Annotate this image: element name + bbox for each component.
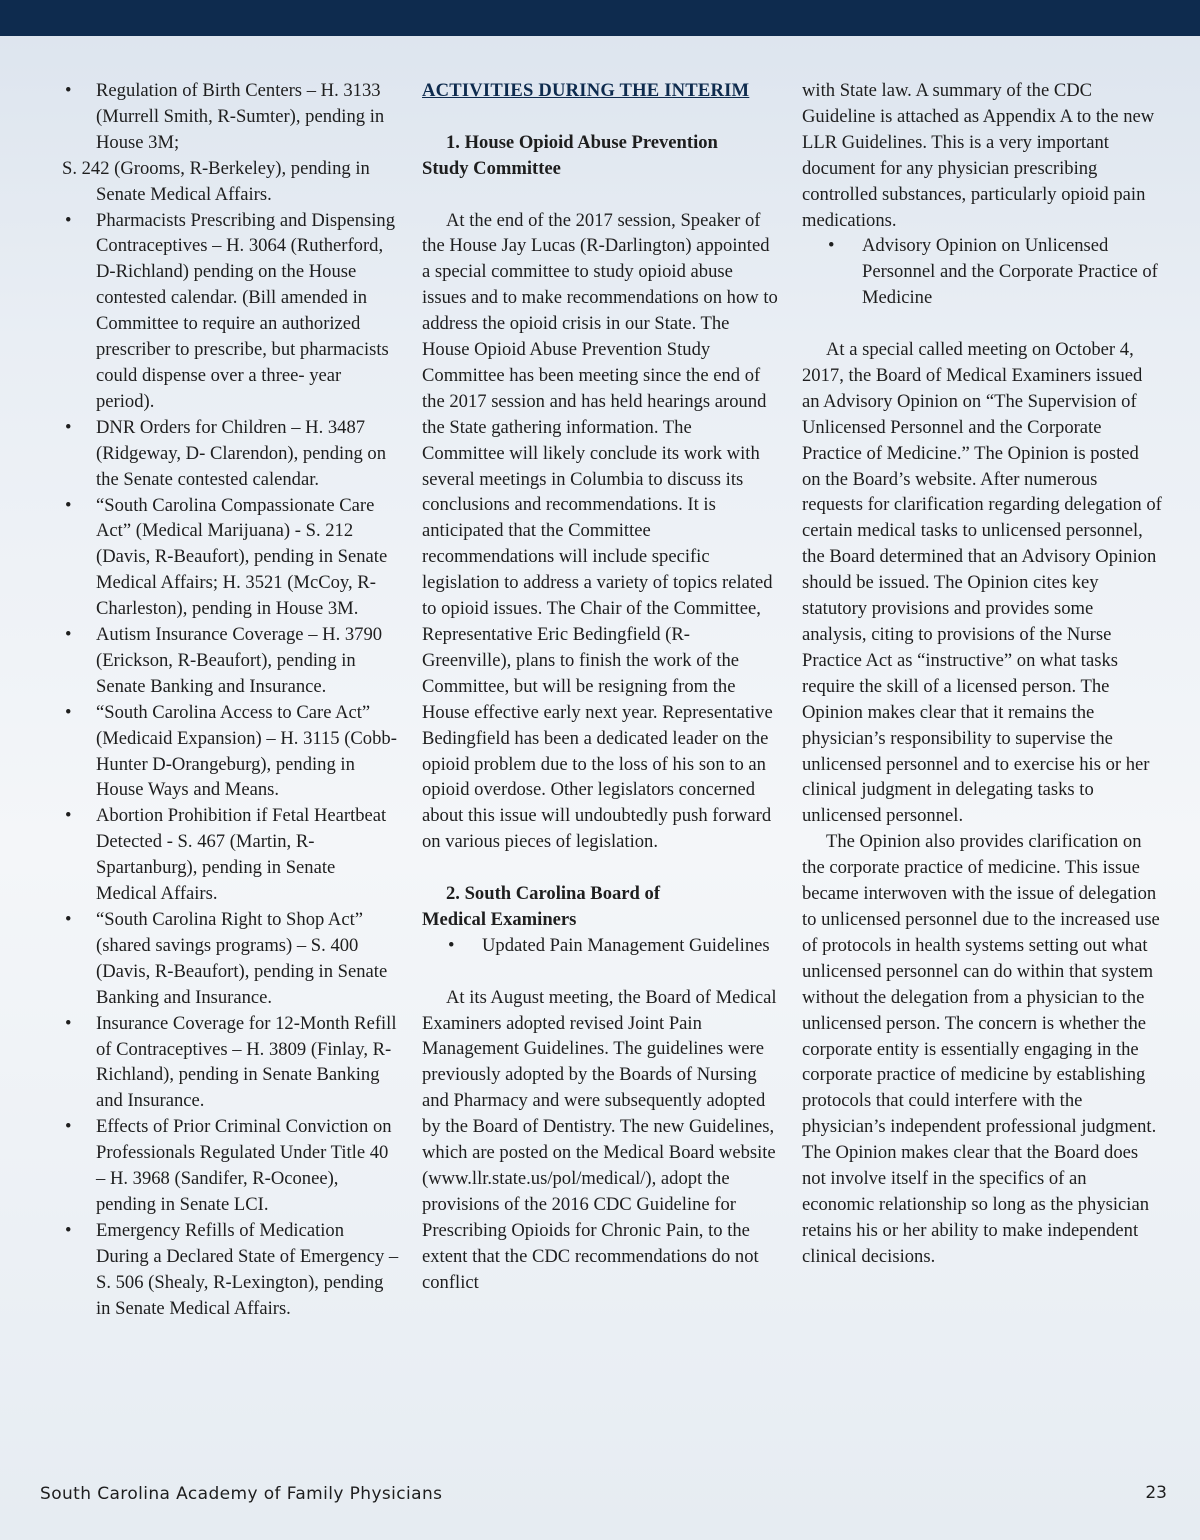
footer-publication: South Carolina Academy of Family Physicians <box>40 1484 443 1504</box>
left-column <box>62 78 400 1322</box>
sub-bullet-item: • Advisory Opinion on Unlicensed Personnel and the Corporate Practice of Medicine <box>802 233 1162 311</box>
list-item: • Insurance Coverage for 12-Month Refill of Contraceptives – H. 3809 (Finlay, R-Richland), pending in Senate Banking and Insurance. <box>62 1011 400 1115</box>
list-item: • Abortion Prohibition if Fetal Heartbeat Detected - S. 467 (Martin, R-Spartanburg), pending in Senate Medical Affairs. <box>62 803 400 907</box>
list-item: • Emergency Refills of Medication During a Declared State of Emergency – S. 506 (Shealy, R-Lexington), pending in Senate Medical Affairs. <box>62 1218 400 1322</box>
body-paragraph: At a special called meeting on October 4, 2017, the Board of Medical Examiners issued an Advisory Opinion on “The Supervision of Unlicensed Personnel and the Corporate Practice of Medicine.” The Opinion is posted on the Board’s website. After numerous requests for clarification regarding delegation of certain medical tasks to unlicensed personnel, the Board determined that an Advisory Opinion should be issued. The Opinion cites key statutory provisions and provides some analysis, citing to provisions of the Nurse Practice Act as “instructive” on what tasks require the skill of a licensed person. The Opinion makes clear that it remains the physician’s responsibility to supervise the unlicensed personnel and to exercise his or her clinical judgment in delegating tasks to unlicensed personnel. <box>802 339 1162 827</box>
subsection-title-2-line1: 2. South Carolina Board of <box>446 883 661 905</box>
middle-column <box>422 78 778 1296</box>
right-column <box>802 78 1162 1270</box>
body-paragraph: At its August meeting, the Board of Medical Examiners adopted revised Joint Pain Management Guidelines. The guidelines were previously adopted by the Boards of Nursing and Pharmacy and were subsequently adopted by the Board of Dentistry. The new Guidelines, which are posted on the Medical Board website (www.llr.state.us/pol/medical/), adopt the provisions of the 2016 CDC Guideline for Prescribing Opioids for Chronic Pain, to the extent that the CDC recommendations do not conflict <box>422 986 777 1293</box>
list-item-continuation: S. 242 (Grooms, R-Berkeley), pending in Senate Medical Affairs. <box>62 157 370 205</box>
section-heading: ACTIVITIES DURING THE INTERIM <box>422 80 750 101</box>
page-number: 23 <box>1145 1483 1167 1503</box>
list-item: • DNR Orders for Children – H. 3487 (Ridgeway, D- Clarendon), pending on the Senate contested calendar. <box>62 415 400 493</box>
sub-bullet-item: • Updated Pain Management Guidelines <box>422 933 778 959</box>
list-item: • “South Carolina Right to Shop Act” (shared savings programs) – S. 400 (Davis, R-Beaufort), pending in Senate Banking and Insurance. <box>62 907 400 1011</box>
body-paragraph-continuation: with State law. A summary of the CDC Guideline is attached as Appendix A to the new LLR Guidelines. This is a very important document for any physician prescribing controlled substances, particularly opioid pain medications. <box>802 80 1155 231</box>
top-banner <box>0 0 1200 36</box>
body-paragraph: The Opinion also provides clarification on the corporate practice of medicine. This issue became interwoven with the issue of delegation to unlicensed personnel due to the increased use of protocols in health systems setting out what unlicensed personnel can do within that system without the delegation from a physician to the unlicensed person. The concern is whether the corporate entity is essentially engaging in the corporate practice of medicine by establishing protocols that could interfere with the physician’s independent professional judgment. The Opinion makes clear that the Board does not involve itself in the specifics of an economic relationship so long as the physician retains his or her ability to make independent clinical decisions. <box>802 831 1160 1267</box>
list-item: • Regulation of Birth Centers – H. 3133 (Murrell Smith, R-Sumter), pending in House 3M; <box>62 78 400 156</box>
subsection-title-2 <box>422 881 778 933</box>
list-item: • Effects of Prior Criminal Conviction on Professionals Regulated Under Title 40 – H. 3968 (Sandifer, R-Oconee), pending in Senate LCI. <box>62 1114 400 1218</box>
list-item: • Autism Insurance Coverage – H. 3790 (Erickson, R-Beaufort), pending in Senate Banking and Insurance. <box>62 622 400 700</box>
list-item: • “South Carolina Compassionate Care Act” (Medical Marijuana) - S. 212 (Davis, R-Beaufort), pending in Senate Medical Affairs; H. 3521 (McCoy, R-Charleston), pending in House 3M. <box>62 493 400 623</box>
subsection-title-1-line1: 1. House Opioid Abuse Prevention <box>446 131 718 153</box>
list-item: • Pharmacists Prescribing and Dispensing Contraceptives – H. 3064 (Rutherford, D-Richland) pending on the House contested calendar. (Bill amended in Committee to require an authorized prescriber to prescribe, but pharmacists could dispense over a three- year period). <box>62 208 400 415</box>
subsection-title-2-line2: Medical Examiners <box>422 908 577 930</box>
subsection-title-1-line2: Study Committee <box>422 157 561 179</box>
list-item: • “South Carolina Access to Care Act” (Medicaid Expansion) – H. 3115 (Cobb-Hunter D-Orangeburg), pending in House Ways and Means. <box>62 700 400 804</box>
body-paragraph: At the end of the 2017 session, Speaker of the House Jay Lucas (R-Darlington) appointed a special committee to study opioid abuse issues and to make recommendations on how to address the opioid crisis in our State. The House Opioid Abuse Prevention Study Committee has been meeting since the end of the 2017 session and has held hearings around the State gathering information. The Committee will likely conclude its work with several meetings in Columbia to discuss its conclusions and recommendations. It is anticipated that the Committee recommendations will include specific legislation to address a variety of topics related to opioid issues. The Chair of the Committee, Representative Eric Bedingfield (R-Greenville), plans to finish the work of the Committee, but will be resigning from the House effective early next year. Representative Bedingfield has been a dedicated leader on the opioid problem due to the loss of his son to an opioid overdose. Other legislators concerned about this issue will undoubtedly push forward on various pieces of legislation. <box>422 209 778 853</box>
subsection-title-1 <box>422 130 778 182</box>
